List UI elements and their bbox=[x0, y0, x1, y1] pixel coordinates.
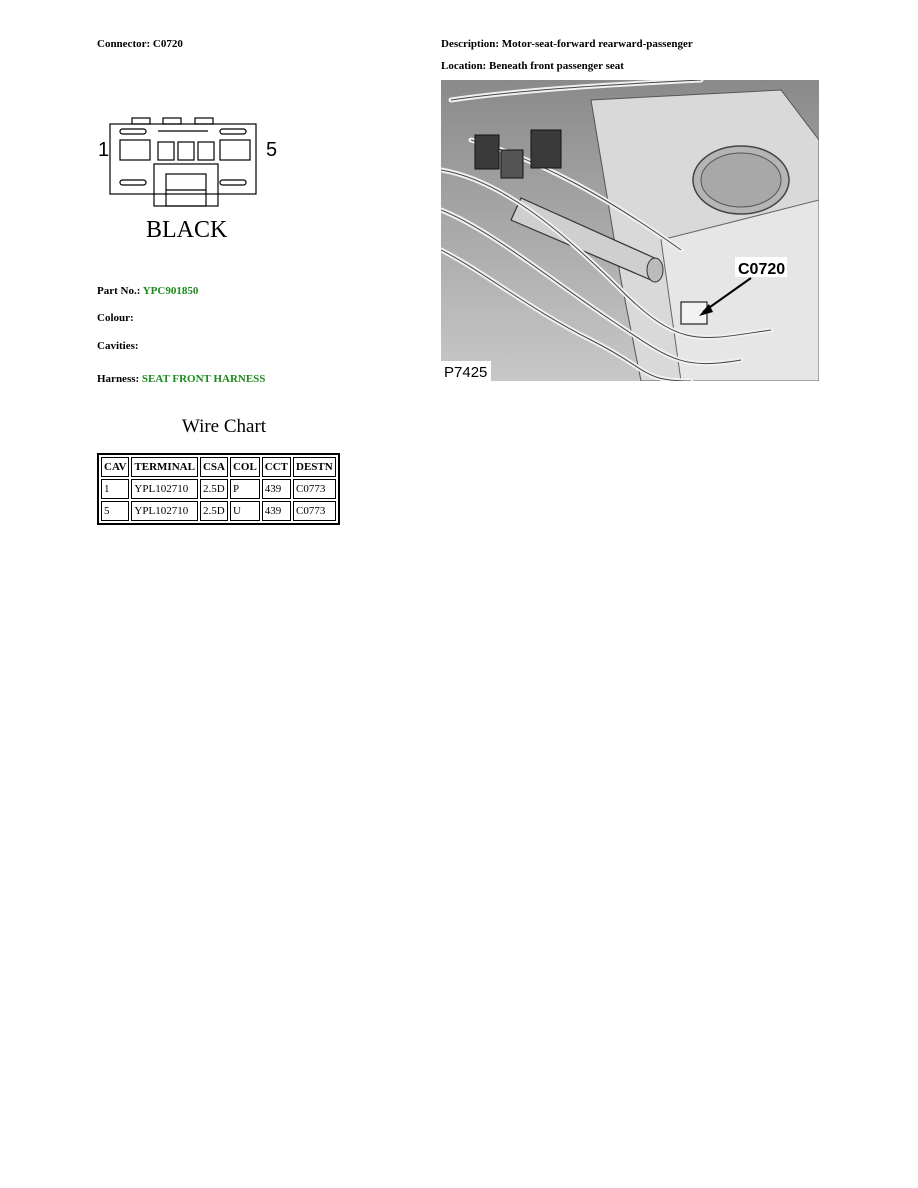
cell-csa: 2.5D bbox=[200, 501, 228, 521]
connector-label: Connector: bbox=[97, 38, 151, 50]
wire-chart-header-row bbox=[101, 457, 336, 477]
cell-col: P bbox=[230, 479, 260, 499]
colour-field bbox=[97, 312, 134, 324]
wire-chart-title: Wire Chart bbox=[181, 416, 267, 437]
cell-terminal: YPL102710 bbox=[131, 479, 198, 499]
wire-chart-table bbox=[97, 453, 340, 525]
connector-diagram bbox=[96, 112, 286, 242]
harness-value[interactable]: SEAT FRONT HARNESS bbox=[141, 373, 266, 385]
photo-figure-id: P7425 bbox=[444, 364, 488, 381]
cell-col: U bbox=[230, 501, 260, 521]
location-field bbox=[441, 60, 624, 72]
cavities-field bbox=[97, 340, 139, 352]
header-cav: CAV bbox=[101, 457, 129, 477]
cell-terminal: YPL102710 bbox=[131, 501, 198, 521]
description-value: Motor-seat-forward rearward-passenger bbox=[501, 38, 693, 50]
location-value: Beneath front passenger seat bbox=[488, 60, 624, 72]
description-field bbox=[441, 38, 693, 50]
header-destn: DESTN bbox=[293, 457, 336, 477]
location-label: Location: bbox=[441, 60, 487, 72]
cell-cav: 1 bbox=[101, 479, 129, 499]
connector-value: C0720 bbox=[152, 38, 183, 50]
photo-callout: C0720 bbox=[738, 261, 786, 278]
cell-cct: 439 bbox=[262, 479, 291, 499]
header-col: COL bbox=[230, 457, 260, 477]
harness-field bbox=[97, 373, 265, 385]
colour-label: Colour: bbox=[97, 312, 134, 324]
connector-colour-text: BLACK bbox=[146, 217, 228, 242]
cell-destn: C0773 bbox=[293, 479, 336, 499]
table-row bbox=[101, 501, 336, 521]
pin-label-right: 5 bbox=[266, 139, 278, 161]
header-terminal: TERMINAL bbox=[131, 457, 198, 477]
cell-destn: C0773 bbox=[293, 501, 336, 521]
cavities-label: Cavities: bbox=[97, 340, 139, 352]
part-no-value[interactable]: YPC901850 bbox=[142, 285, 199, 297]
part-no-field bbox=[97, 285, 198, 297]
part-no-label: Part No.: bbox=[97, 285, 141, 297]
harness-label: Harness: bbox=[97, 373, 140, 385]
cell-cav: 5 bbox=[101, 501, 129, 521]
table-row bbox=[101, 479, 336, 499]
header-cct: CCT bbox=[262, 457, 291, 477]
connector-field bbox=[97, 38, 183, 50]
cell-csa: 2.5D bbox=[200, 479, 228, 499]
cell-cct: 439 bbox=[262, 501, 291, 521]
description-label: Description: bbox=[441, 38, 500, 50]
pin-label-left: 1 bbox=[98, 139, 110, 161]
location-photo bbox=[441, 80, 819, 381]
header-csa: CSA bbox=[200, 457, 228, 477]
